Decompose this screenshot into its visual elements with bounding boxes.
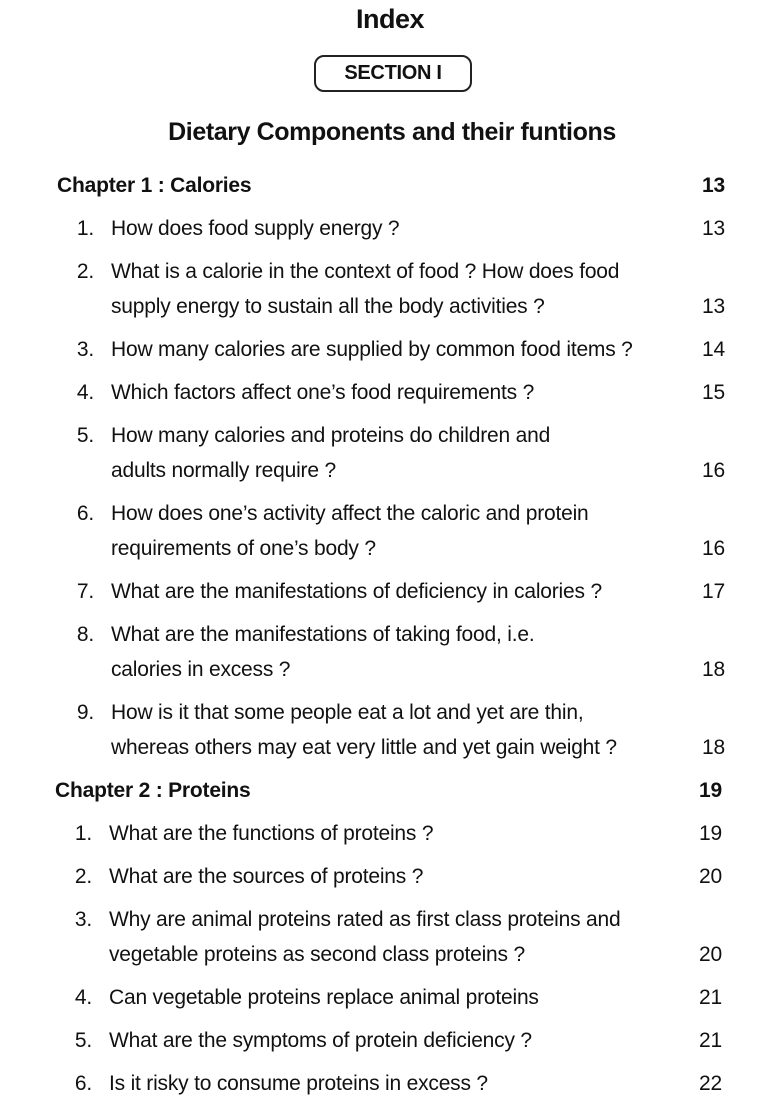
toc-entry-line — [0, 378, 780, 408]
entry-text: calories in excess ? — [111, 658, 291, 681]
entry-number: 4. — [74, 986, 92, 1009]
entry-page-number: 21 — [699, 1029, 722, 1052]
toc-entry-line — [0, 534, 780, 564]
entry-number: 2. — [74, 865, 92, 888]
entry-text: whereas others may eat very little and yet gain weight ? — [111, 736, 617, 759]
entry-text: What are the manifestations of taking food, i.e. — [111, 623, 535, 646]
toc-entry-line — [0, 292, 780, 322]
entry-page-number: 16 — [702, 459, 725, 482]
entry-number: 6. — [76, 502, 94, 525]
entry-page-number: 21 — [699, 986, 722, 1009]
toc-entry-line — [0, 733, 780, 763]
chapter-title: Chapter 1 : Calories — [57, 174, 252, 197]
section-subtitle: Dietary Components and their funtions — [168, 118, 616, 146]
entry-text: requirements of one’s body ? — [111, 537, 376, 560]
chapter-heading — [0, 171, 780, 201]
entry-text: Which factors affect one’s food requirements ? — [111, 381, 535, 404]
entry-number: 3. — [74, 908, 92, 931]
toc-entry-line — [0, 940, 780, 970]
entry-text: Is it risky to consume proteins in excess ? — [109, 1072, 488, 1095]
toc-entry-line — [0, 698, 780, 728]
toc-entry-line — [0, 905, 780, 935]
entry-text: What is a calorie in the context of food ? How does food — [111, 260, 620, 283]
entry-text: Why are animal proteins rated as first class proteins and — [109, 908, 621, 931]
entry-number: 6. — [74, 1072, 92, 1095]
entry-page-number: 13 — [702, 217, 725, 240]
entry-number: 8. — [76, 623, 94, 646]
entry-number: 2. — [76, 260, 94, 283]
toc-entry-line — [0, 257, 780, 287]
entry-number: 9. — [76, 701, 94, 724]
entry-number: 4. — [76, 381, 94, 404]
toc-entry-line — [0, 421, 780, 451]
toc-entry-line — [0, 456, 780, 486]
entry-page-number: 14 — [702, 338, 725, 361]
entry-text: What are the sources of proteins ? — [109, 865, 424, 888]
chapter-page-number: 19 — [699, 779, 722, 802]
entry-page-number: 16 — [702, 537, 725, 560]
toc-entry-line — [0, 1069, 780, 1099]
entry-text: How many calories are supplied by common food items ? — [111, 338, 633, 361]
entry-page-number: 18 — [702, 736, 725, 759]
section-label: SECTION I — [344, 62, 442, 84]
entry-text: vegetable proteins as second class proteins ? — [109, 943, 525, 966]
entry-number: 7. — [76, 580, 94, 603]
entry-page-number: 17 — [702, 580, 725, 603]
entry-text: adults normally require ? — [111, 459, 336, 482]
entry-page-number: 22 — [699, 1072, 722, 1095]
entry-text: What are the functions of proteins ? — [109, 822, 434, 845]
entry-number: 5. — [76, 424, 94, 447]
entry-number: 5. — [74, 1029, 92, 1052]
entry-page-number: 18 — [702, 658, 725, 681]
toc-entry-line — [0, 499, 780, 529]
page-title: Index — [355, 4, 425, 34]
entry-page-number: 19 — [699, 822, 722, 845]
toc-entry-line — [0, 862, 780, 892]
entry-text: What are the manifestations of deficiency in calories ? — [111, 580, 602, 603]
entry-page-number: 13 — [702, 295, 725, 318]
entry-text: How does one’s activity affect the caloric and protein — [111, 502, 589, 525]
chapter-title: Chapter 2 : Proteins — [55, 779, 251, 802]
entry-page-number: 15 — [702, 381, 725, 404]
entry-text: supply energy to sustain all the body activities ? — [111, 295, 545, 318]
toc-entry-line — [0, 335, 780, 365]
toc-entry-line — [0, 214, 780, 244]
entry-text: What are the symptoms of protein deficiency ? — [109, 1029, 532, 1052]
entry-text: Can vegetable proteins replace animal proteins — [109, 986, 539, 1009]
toc-entry-line — [0, 983, 780, 1013]
entry-text: How is it that some people eat a lot and yet are thin, — [111, 701, 584, 724]
chapter-heading — [0, 776, 780, 806]
entry-text: How many calories and proteins do children and — [111, 424, 551, 447]
entry-page-number: 20 — [699, 943, 722, 966]
entry-page-number: 20 — [699, 865, 722, 888]
entry-number: 1. — [74, 822, 92, 845]
chapter-page-number: 13 — [702, 174, 725, 197]
toc-entry-line — [0, 577, 780, 607]
entry-number: 3. — [76, 338, 94, 361]
entry-text: How does food supply energy ? — [111, 217, 400, 240]
entry-number: 1. — [76, 217, 94, 240]
toc-entry-line — [0, 620, 780, 650]
toc-entry-line — [0, 655, 780, 685]
toc-entry-line — [0, 1026, 780, 1056]
section-badge — [314, 55, 472, 92]
toc-entry-line — [0, 819, 780, 849]
